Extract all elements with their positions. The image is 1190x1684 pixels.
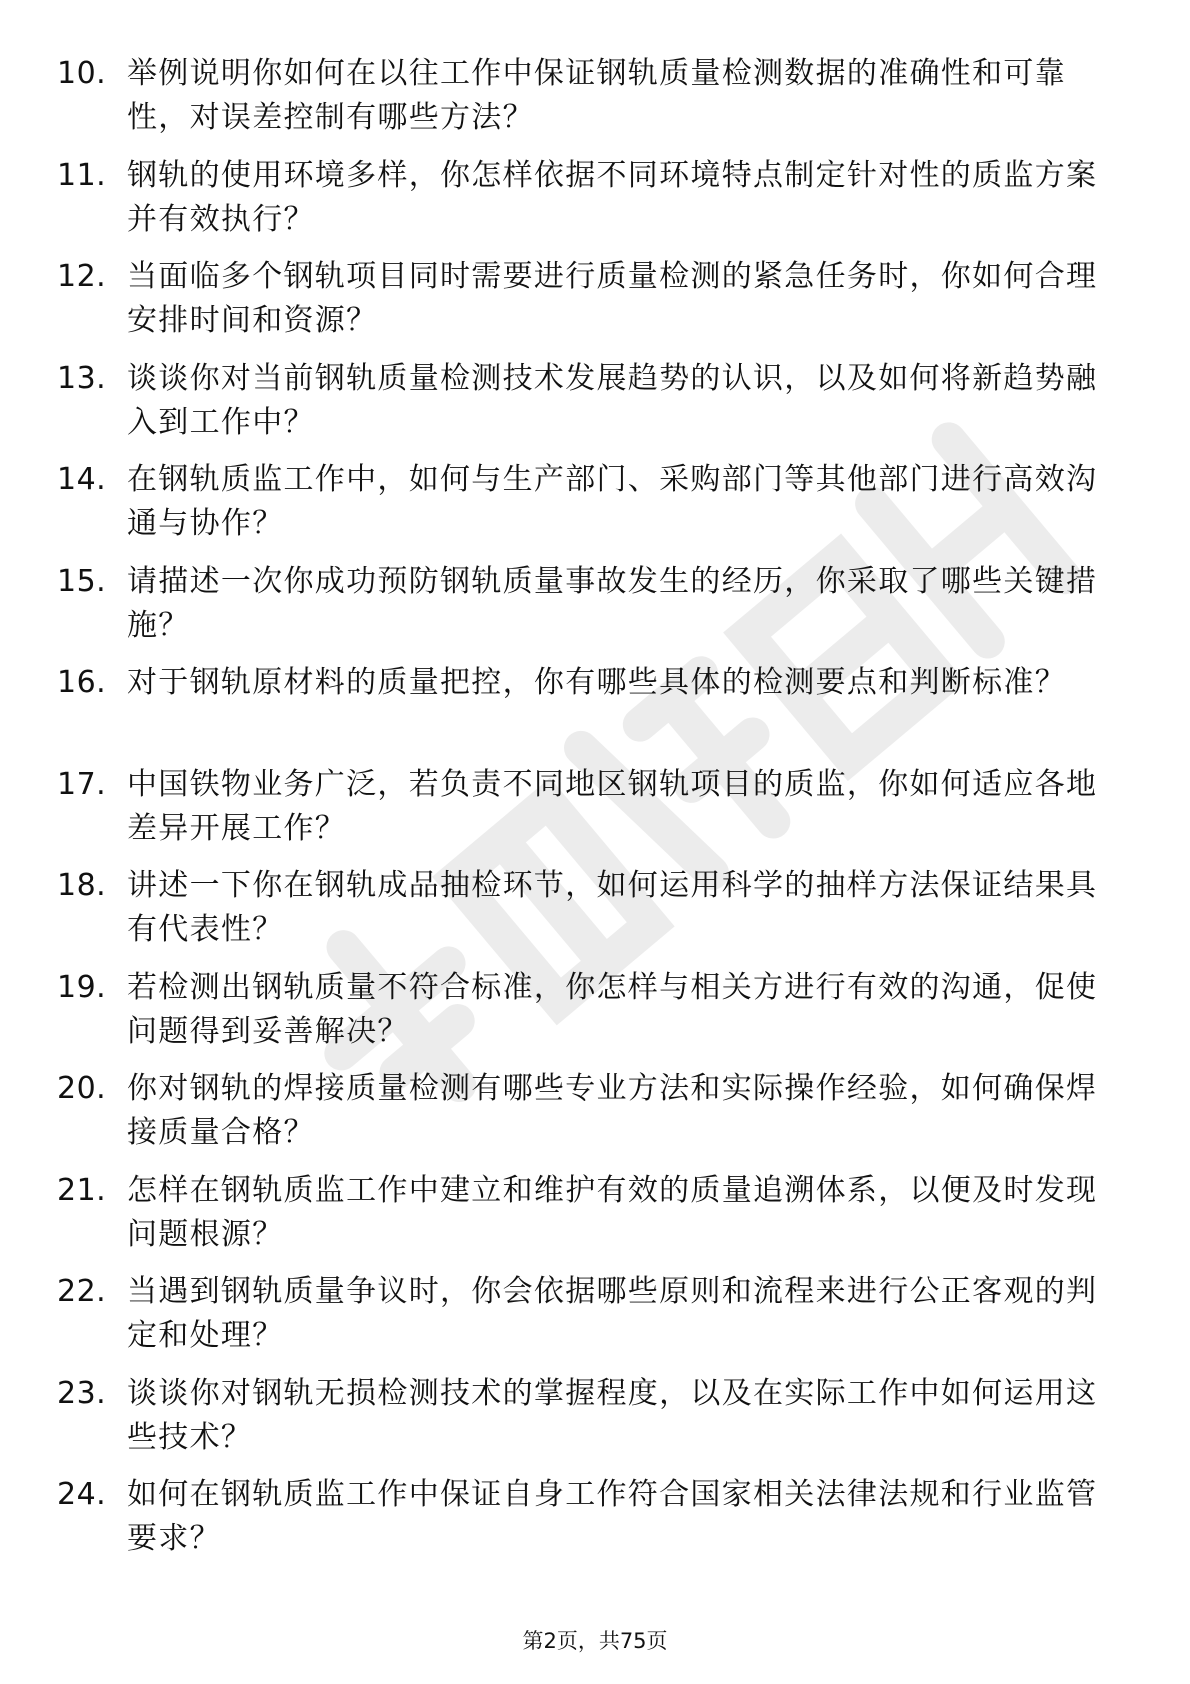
question-number: 22. — [57, 1274, 107, 1309]
question-number: 17. — [57, 766, 107, 802]
question-item — [0, 560, 1190, 662]
question-item — [0, 661, 1190, 763]
question-number: 12. — [57, 259, 107, 294]
page-number-label: 第2页，共75页 — [522, 1629, 668, 1653]
question-number: 14. — [57, 462, 107, 497]
question-text: 若检测出钢轨质量不符合标准，你怎样与相关方进行有效的沟通，促使问题得到妥善解决？ — [127, 969, 1098, 1049]
question-text: 举例说明你如何在以往工作中保证钢轨质量检测数据的准确性和可靠性，对误差控制有哪些方法？ — [127, 56, 1066, 135]
page-footer — [0, 1626, 1190, 1656]
question-item — [0, 1067, 1190, 1169]
question-text: 对于钢轨原材料的质量把控，你有哪些具体的检测要点和判断标准？ — [127, 665, 1066, 700]
question-item — [0, 763, 1190, 865]
question-item — [0, 1270, 1190, 1372]
question-item — [0, 357, 1190, 459]
question-text: 在钢轨质监工作中，如何与生产部门、采购部门等其他部门进行高效沟通与协作？ — [127, 462, 1098, 541]
question-item — [0, 966, 1190, 1068]
question-number: 10. — [57, 56, 107, 91]
question-number: 16. — [57, 665, 107, 700]
question-item — [0, 154, 1190, 256]
question-text: 如何在钢轨质监工作中保证自身工作符合国家相关法律法规和行业监管要求？ — [127, 1477, 1098, 1556]
question-text: 怎样在钢轨质监工作中建立和维护有效的质量追溯体系，以便及时发现问题根源？ — [127, 1172, 1098, 1252]
question-text: 谈谈你对钢轨无损检测技术的掌握程度，以及在实际工作中如何运用这些技术？ — [127, 1375, 1098, 1455]
question-item — [0, 1473, 1190, 1575]
question-number: 13. — [57, 360, 107, 396]
question-item — [0, 1372, 1190, 1474]
question-item — [0, 52, 1190, 154]
question-item — [0, 458, 1190, 560]
question-item — [0, 255, 1190, 357]
question-number: 19. — [57, 969, 107, 1005]
question-number: 18. — [57, 868, 107, 903]
question-text: 谈谈你对当前钢轨质量检测技术发展趋势的认识，以及如何将新趋势融入到工作中？ — [127, 360, 1098, 440]
question-list — [0, 52, 1190, 1575]
question-number: 15. — [57, 563, 107, 599]
question-text: 讲述一下你在钢轨成品抽检环节，如何运用科学的抽样方法保证结果具有代表性？ — [127, 868, 1098, 947]
question-text: 请描述一次你成功预防钢轨质量事故发生的经历，你采取了哪些关键措施？ — [127, 563, 1098, 643]
question-number: 23. — [57, 1375, 107, 1411]
question-number: 20. — [57, 1071, 107, 1106]
question-text: 当遇到钢轨质量争议时，你会依据哪些原则和流程来进行公正客观的判定和处理？ — [127, 1274, 1098, 1353]
question-text: 当面临多个钢轨项目同时需要进行质量检测的紧急任务时，你如何合理安排时间和资源？ — [127, 259, 1098, 338]
question-number: 24. — [57, 1477, 107, 1512]
question-item — [0, 1169, 1190, 1271]
question-text: 你对钢轨的焊接质量检测有哪些专业方法和实际操作经验，如何确保焊接质量合格？ — [127, 1071, 1098, 1150]
question-text: 钢轨的使用环境多样，你怎样依据不同环境特点制定针对性的质监方案并有效执行？ — [127, 157, 1098, 237]
question-item — [0, 864, 1190, 966]
question-number: 21. — [57, 1172, 107, 1208]
question-text: 中国铁物业务广泛，若负责不同地区钢轨项目的质监，你如何适应各地差异开展工作？ — [127, 766, 1098, 846]
question-number: 11. — [57, 157, 107, 193]
